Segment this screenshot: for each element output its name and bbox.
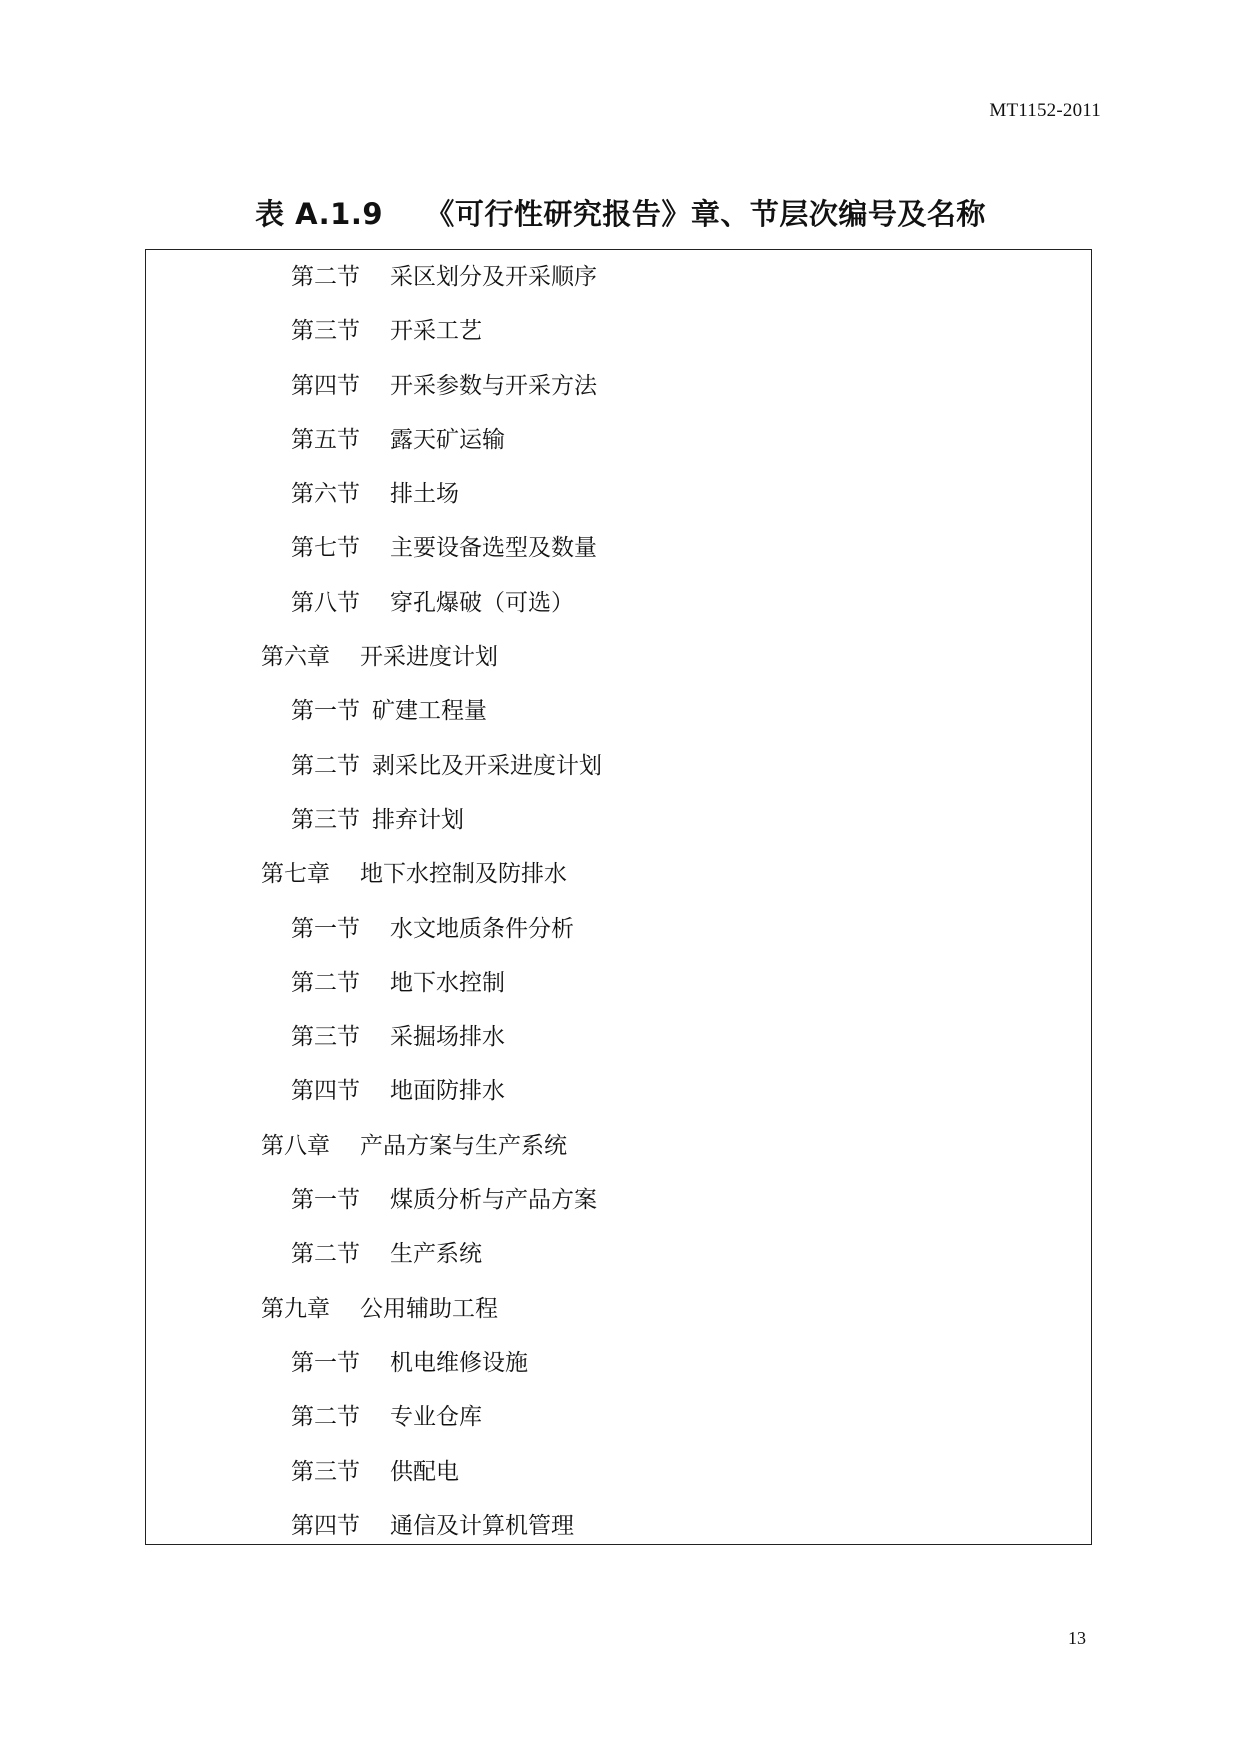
toc-entry-name: 公用辅助工程	[360, 1295, 498, 1322]
toc-entry-number: 第三节	[291, 1024, 360, 1051]
toc-entry-number: 第一节	[291, 698, 360, 725]
toc-table-frame	[145, 249, 1092, 1545]
toc-entry-number: 第四节	[291, 1512, 360, 1539]
toc-entry-number: 第一节	[291, 915, 360, 942]
toc-section-entry	[146, 799, 602, 853]
toc-section-entry	[146, 1179, 602, 1233]
toc-entry-number: 第七节	[291, 535, 360, 562]
toc-entry-name: 地下水控制	[390, 969, 505, 996]
toc-entry-number: 第四节	[291, 372, 360, 399]
toc-entry-name: 生产系统	[390, 1241, 482, 1268]
toc-entry-name: 煤质分析与产品方案	[390, 1187, 597, 1214]
toc-entry-number: 第六节	[291, 481, 360, 508]
toc-entry-number: 第四节	[291, 1078, 360, 1105]
toc-entry-number: 第六章	[261, 644, 330, 671]
toc-section-entry	[146, 1233, 602, 1287]
toc-section-entry	[146, 310, 602, 364]
toc-section-entry	[146, 1016, 602, 1070]
toc-chapter-entry	[146, 1288, 602, 1342]
toc-entry-name: 供配电	[390, 1458, 459, 1485]
toc-section-entry	[146, 908, 602, 962]
toc-section-entry	[146, 256, 602, 310]
toc-section-entry	[146, 365, 602, 419]
toc-entry-number: 第二节	[291, 752, 360, 779]
toc-entry-name: 剥采比及开采进度计划	[372, 752, 602, 779]
toc-entry-name: 排弃计划	[372, 806, 464, 833]
toc-chapter-entry	[146, 1125, 602, 1179]
toc-entry-number: 第九章	[261, 1295, 330, 1322]
toc-entry-name: 水文地质条件分析	[390, 915, 574, 942]
toc-entry-name: 开采参数与开采方法	[390, 372, 597, 399]
toc-entry-number: 第二节	[291, 969, 360, 996]
toc-entry-name: 露天矿运输	[390, 426, 505, 453]
toc-entry-name: 采区划分及开采顺序	[390, 264, 597, 290]
toc-entry-name: 开采工艺	[390, 318, 482, 345]
toc-entry-number: 第二节	[291, 264, 360, 290]
toc-section-entry	[146, 419, 602, 473]
toc-entry-name: 采掘场排水	[390, 1024, 505, 1051]
toc-chapter-entry	[146, 636, 602, 690]
toc-list	[146, 256, 602, 1559]
toc-section-entry	[146, 690, 602, 744]
toc-section-entry	[146, 1451, 602, 1505]
table-title: 表 A.1.9 《可行性研究报告》章、节层次编号及名称	[255, 197, 986, 231]
toc-entry-number: 第五节	[291, 426, 360, 453]
toc-section-entry	[146, 527, 602, 581]
toc-entry-name: 产品方案与生产系统	[360, 1132, 567, 1159]
toc-entry-name: 通信及计算机管理	[390, 1512, 574, 1539]
toc-entry-name: 穿孔爆破（可选）	[390, 589, 574, 616]
toc-entry-name: 主要设备选型及数量	[390, 535, 597, 562]
toc-entry-name: 矿建工程量	[372, 698, 487, 725]
toc-entry-name: 排土场	[390, 481, 459, 508]
toc-entry-name: 地下水控制及防排水	[360, 861, 567, 888]
toc-entry-number: 第二节	[291, 1241, 360, 1268]
toc-entry-name: 机电维修设施	[390, 1349, 528, 1376]
toc-section-entry	[146, 745, 602, 799]
toc-entry-name: 专业仓库	[390, 1404, 482, 1431]
toc-chapter-entry	[146, 853, 602, 907]
toc-entry-number: 第二节	[291, 1404, 360, 1431]
toc-section-entry	[146, 473, 602, 527]
toc-entry-name: 开采进度计划	[360, 644, 498, 671]
toc-entry-number: 第三节	[291, 318, 360, 345]
toc-section-entry	[146, 1505, 602, 1559]
toc-section-entry	[146, 962, 602, 1016]
toc-section-entry	[146, 1070, 602, 1124]
toc-entry-number: 第三节	[291, 1458, 360, 1485]
toc-section-entry	[146, 582, 602, 636]
page-number: 13	[1068, 1628, 1086, 1648]
toc-entry-number: 第八节	[291, 589, 360, 616]
toc-entry-name: 地面防排水	[390, 1078, 505, 1105]
toc-section-entry	[146, 1396, 602, 1450]
toc-entry-number: 第一节	[291, 1349, 360, 1376]
toc-entry-number: 第一节	[291, 1187, 360, 1214]
toc-section-entry	[146, 1342, 602, 1396]
toc-entry-number: 第七章	[261, 861, 330, 888]
toc-entry-number: 第八章	[261, 1132, 330, 1159]
document-code: MT1152-2011	[989, 100, 1101, 121]
toc-entry-number: 第三节	[291, 806, 360, 833]
